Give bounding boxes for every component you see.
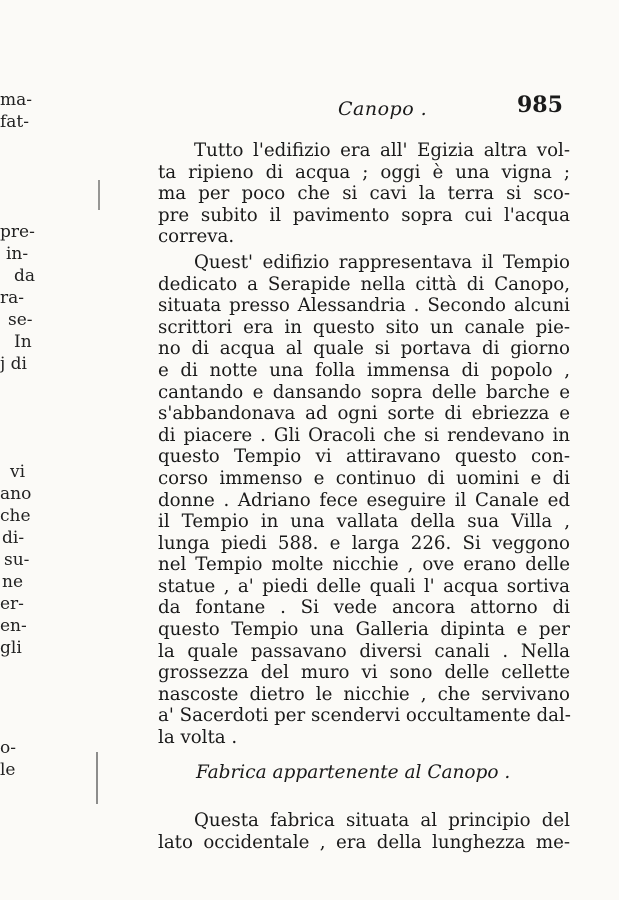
facing-fragment: ra- <box>0 288 25 308</box>
text-line: ta ripieno di acqua ; oggi è una vigna ; <box>158 161 570 183</box>
text-line: di piacere . Gli Oracoli che si rendevano in <box>158 424 570 446</box>
facing-fragment: se- <box>8 310 33 330</box>
text-line: scrittori era in questo sito un canale pie- <box>158 316 570 338</box>
text-line: da fontane . Si vede ancora attorno di <box>158 597 570 619</box>
text-line: e di notte una folla immensa di popolo , <box>158 359 570 381</box>
facing-fragment: di- <box>2 528 25 548</box>
text-line: correva. <box>158 226 235 248</box>
text-line: lato occidentale , era della lunghezza me- <box>158 831 570 853</box>
section-heading: Fabrica appartenente al Canopo . <box>196 762 511 783</box>
gutter-mark <box>98 180 100 210</box>
text-line: cantando e dansando sopra delle barche e <box>158 381 570 403</box>
text-line: statue , a' piedi delle quali l' acqua sortiva <box>158 575 570 597</box>
text-line: Tutto l'edifizio era all' Egizia altra vol- <box>194 140 570 161</box>
text-line: la volta . <box>158 727 238 749</box>
facing-fragment: da <box>14 266 36 286</box>
text-line: Questa fabrica situata al principio del <box>194 810 570 831</box>
facing-fragment: j di <box>0 354 27 374</box>
text-line: dedicato a Serapide nella città di Canopo, <box>158 273 570 295</box>
facing-fragment: ma- <box>0 90 32 110</box>
text-line: il Tempio in una vallata della sua Villa , <box>158 511 570 533</box>
facing-fragment: le <box>0 760 16 780</box>
text-line: questo Tempio vi attiravano questo con- <box>158 446 570 468</box>
facing-page-margin <box>0 0 52 900</box>
text-line: corso immenso e continuo di uomini e di <box>158 467 570 489</box>
page-number: 985 <box>517 92 563 118</box>
running-title: Canopo . <box>338 98 428 120</box>
facing-fragment: en- <box>0 616 27 636</box>
text-line: la quale passavano diversi canali . Nella <box>158 640 570 662</box>
text-line: nascoste dietro le nicchie , che servivano <box>158 683 570 705</box>
text-line: pre subito il pavimento sopra cui l'acqua <box>158 204 570 226</box>
facing-fragment: in- <box>6 244 29 264</box>
text-line: questo Tempio una Galleria dipinta e per <box>158 619 570 641</box>
main-text <box>158 140 570 749</box>
facing-fragment: ne <box>2 572 24 592</box>
text-line: Quest' edifizio rappresentava il Tempio <box>194 251 570 273</box>
facing-fragment: o- <box>0 738 16 758</box>
text-line: a' Sacerdoti per scendervi occultamente dal- <box>158 705 571 727</box>
main-text-continued <box>158 810 570 853</box>
text-line: ma per poco che si cavi la terra si sco- <box>158 183 570 205</box>
facing-fragment: che <box>0 506 31 526</box>
text-line: situata presso Alessandria . Secondo alcuni <box>158 295 570 317</box>
facing-fragment: gli <box>0 638 22 658</box>
page-header <box>150 92 570 122</box>
facing-fragment: vi <box>10 462 26 482</box>
facing-fragment: er- <box>0 594 24 614</box>
text-line: nel Tempio molte nicchie , ove erano delle <box>158 554 570 576</box>
facing-fragment: pre- <box>0 222 35 242</box>
facing-fragment: ano <box>0 484 32 504</box>
gutter-mark <box>96 752 98 804</box>
text-line: no di acqua al quale si portava di giorno <box>158 338 570 360</box>
text-line: lunga piedi 588. e larga 226. Si veggono <box>158 532 570 554</box>
facing-fragment: su- <box>4 550 30 570</box>
facing-fragment: In <box>14 332 32 352</box>
text-line: s'abbandonava ad ogni sorte di ebriezza e <box>158 403 570 425</box>
facing-fragment: fat- <box>0 112 30 132</box>
text-line: donne . Adriano fece eseguire il Canale ed <box>158 489 570 511</box>
text-line: grossezza del muro vi sono delle cellette <box>158 662 570 684</box>
